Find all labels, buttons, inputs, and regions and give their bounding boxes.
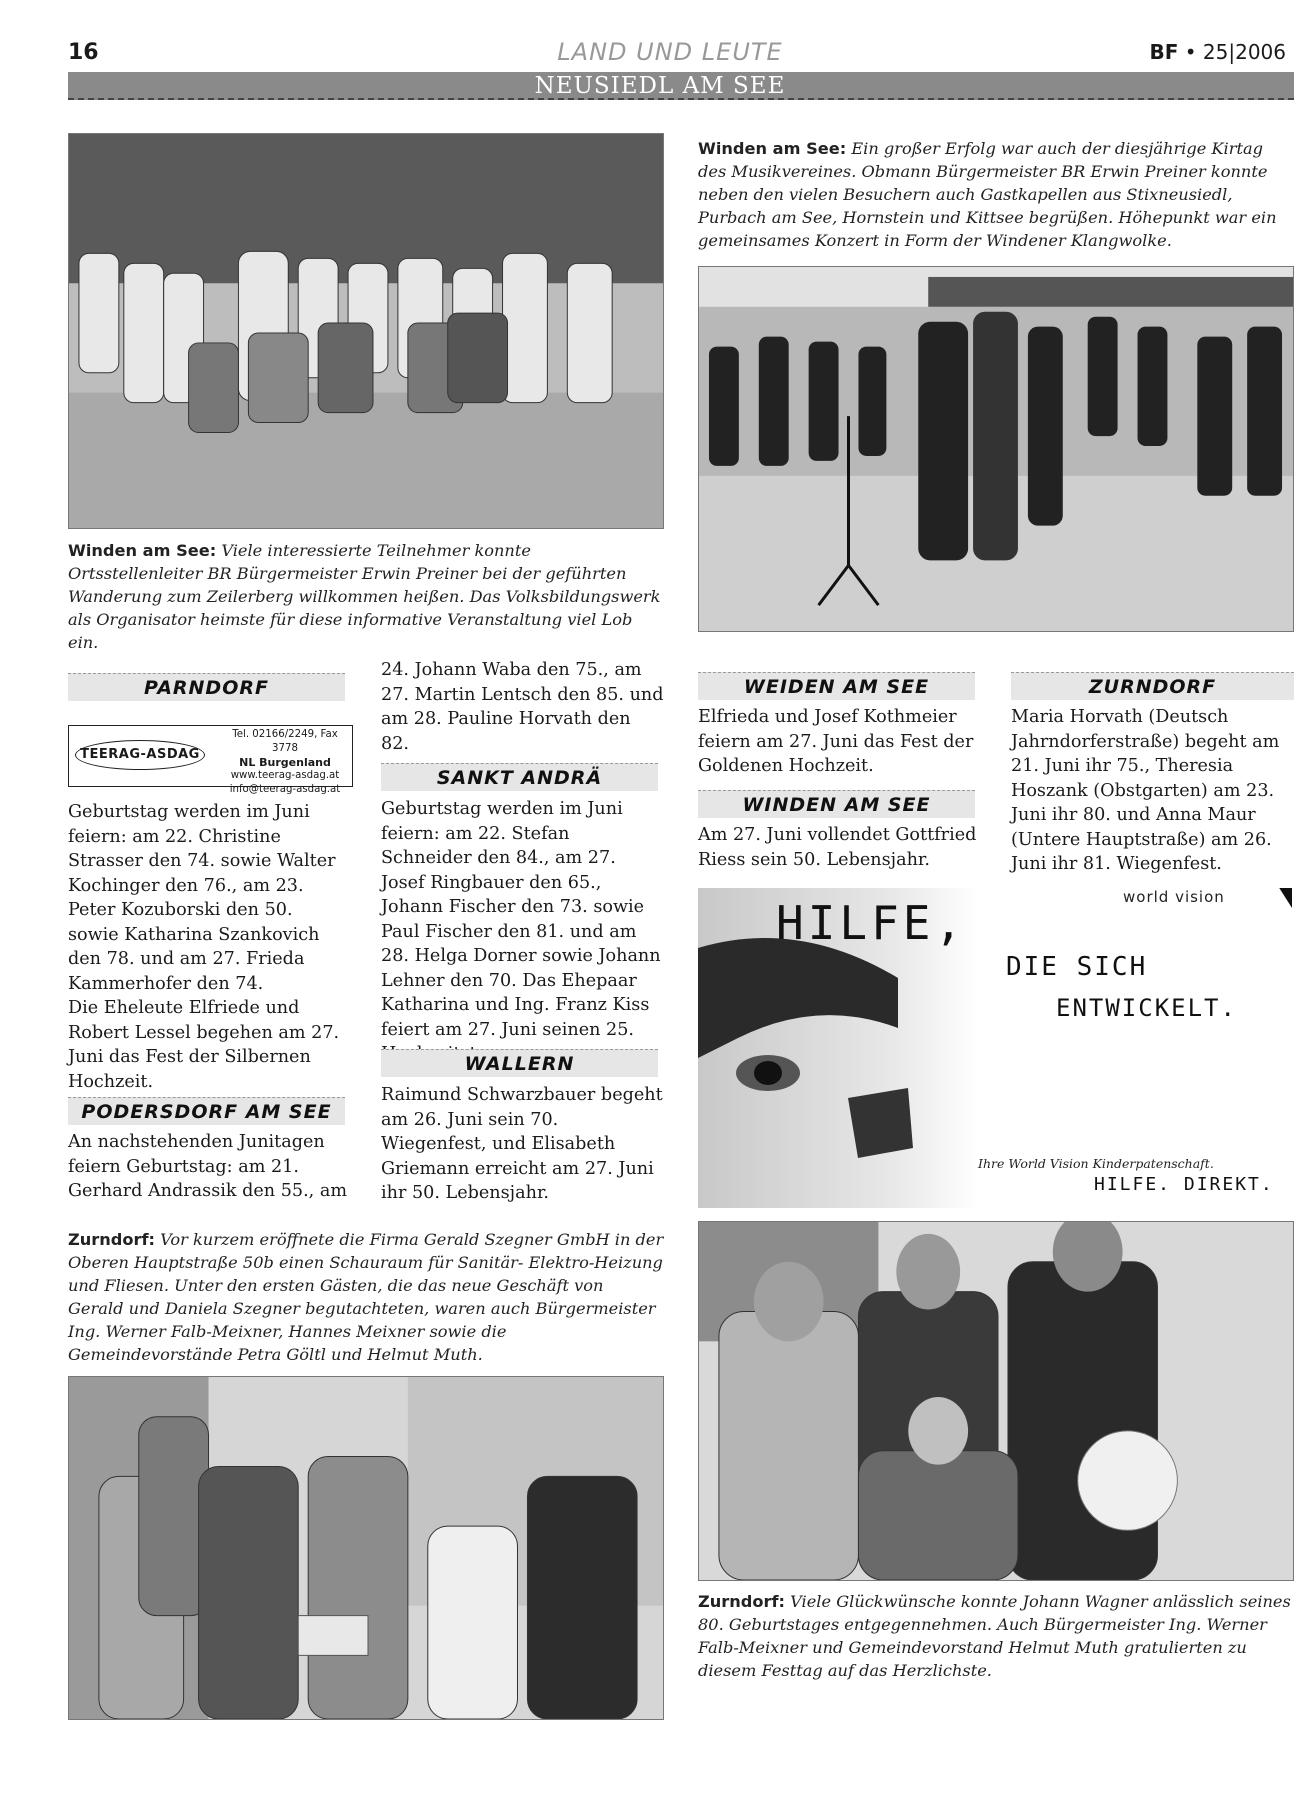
section-title: LAND UND LEUTE [557, 38, 783, 66]
column-weiden [698, 705, 983, 779]
caption-text: Viele interessierte Teilnehmer konnte Ortsstellenleiter BR Bürgermeister Erwin Preiner bei der geführten Wanderung zum Zeilerberg willkommen heißen. Das Volksbildungswerk als Organisator heimste für diese informative Veranstaltung viel Lob ein. [68, 541, 661, 652]
column-zurndorf [1011, 705, 1292, 877]
column-podersdorf-continued [381, 658, 664, 756]
ad-teerag-asdag [68, 725, 353, 796]
caption-text: Viele Glückwünsche konnte Johann Wagner anlässlich seines 80. Geburtstages entgegennehmen. Auch Bürgermeister Ing. Werner Falb-Meixner und Gemeindevorstand Helmut Muth gratulierten zu diesem Festtag auf das Herzlichste. [698, 1592, 1291, 1680]
winden-paragraph: Am 27. Juni vollendet Gottfried Riess sein 50. Lebensjahr. [698, 825, 977, 870]
parndorf-paragraph: Die Eheleute Elfriede und Robert Lessel begehen am 27. Juni das Fest der Silbernen Hochzeit. [68, 998, 340, 1092]
photo-wagner-birthday [698, 1221, 1294, 1581]
column-podersdorf [68, 1130, 348, 1204]
wallern-paragraph: Raimund Schwarzbauer begeht am 26. Juni sein 70. Wiegenfest, und Elisabeth Griemann erreicht am 27. Juni ihr 50. Lebensjahr. [381, 1085, 663, 1203]
caption-lead: Winden am See: [68, 541, 217, 560]
column-sankt-andrae [381, 797, 664, 1067]
ad-web: www.teerag-asdag.at [230, 770, 340, 782]
ad-info [219, 728, 351, 797]
caption-kirtag [698, 137, 1290, 252]
caption-text: Vor kurzem eröffnete die Firma Gerald Szegner GmbH in der Oberen Hauptstraße 50b einen Schauraum für Sanitär- Elektro-Heizung und Fliesen. Unter den ersten Gästen, die das neue Geschäft von Gerald und Daniela Szegner begutachteten, waren auch Bürgermeister Ing. Werner Falb-Meixner, Hannes Meixner sowie die Gemeindevorstände Petra Göltl und Helmut Muth. [68, 1230, 664, 1364]
caption-szegner [68, 1228, 664, 1366]
ad-logo: TEERAG-ASDAG [75, 740, 205, 770]
region-title: NEUSIEDL AM SEE [534, 73, 786, 99]
photo-music-band [698, 266, 1294, 632]
world-vision-headline: HILFE, [776, 896, 967, 950]
world-vision-arrow-icon [1278, 888, 1292, 908]
world-vision-brand: world vision [1123, 888, 1225, 906]
heading-winden: WINDEN AM SEE [698, 790, 975, 818]
sankt-andrae-paragraph: Geburtstag werden im Juni feiern: am 22. Stefan Schneider den 84., am 27. Josef Ringbauer den 65., Johann Fischer den 73. sowie Paul Fischer den 81. und am 28. Helga Dorner sowie Johann Lehner den 70. Das Ehepaar Katharina und Ing. Franz Kiss feiert am 27. Juni seinen 25. [381, 799, 661, 1040]
parndorf-paragraph: Geburtstag werden im Juni feiern: am 22. Christine Strasser den 74. sowie Walter Kochinger den 76., am 23. Peter Kozuborski den 50. sowie Katharina Szankovich den 78. und am 27. Frieda Kammerhofer den 74. [68, 802, 336, 994]
heading-podersdorf: PODERSDORF AM SEE [68, 1097, 345, 1125]
caption-wagner [698, 1590, 1294, 1682]
column-winden [698, 823, 983, 872]
caption-lead: Zurndorf: [68, 1230, 155, 1249]
caption-wanderung [68, 539, 664, 654]
zurndorf-paragraph: Maria Horvath (Deutsch Jahrndorferstraße) begeht am 21. Juni ihr 75., Theresia Hoszank (Obstgarten) am 23. Juni ihr 80. und Anna Maur (Untere Hauptstraße) am 26. Juni ihr 81. Wiegenfest. [1011, 707, 1280, 874]
heading-parndorf: PARNDORF [68, 673, 345, 701]
issue-info [1149, 40, 1286, 64]
world-vision-line3: ENTWICKELT. [1056, 994, 1237, 1022]
photo-hiking-group [68, 133, 664, 529]
caption-lead: Zurndorf: [698, 1592, 785, 1611]
issue-separator: • [1184, 40, 1197, 64]
world-vision-tagline: Ihre World Vision Kinderpatenschaft. [978, 1156, 1214, 1171]
issue-brand: BF [1149, 40, 1179, 64]
heading-zurndorf: ZURNDORF [1011, 672, 1294, 700]
issue-number: 25|2006 [1202, 40, 1286, 64]
ad-email: info@teerag-asdag.at [229, 784, 341, 796]
caption-text: Ein großer Erfolg war auch der diesjährige Kirtag des Musikvereines. Obmann Bürgermeister BR Erwin Preiner konnte neben den vielen Besuchern auch Gastkapellen aus Stixneusiedl, Purbach am See, Hornstein und Kittsee begrüßen. Höhepunkt war ein gemeinsames Konzert in Form der Windener Klangwolke. [698, 139, 1277, 250]
podersdorf-paragraph: An nachstehenden Junitagen feiern Geburtstag: am 21. Gerhard Andrassik den 55., am [68, 1132, 348, 1201]
heading-weiden: WEIDEN AM SEE [698, 672, 975, 700]
heading-wallern: WALLERN [381, 1049, 658, 1077]
ad-phone: Tel. 02166/2249, Fax 3778 [232, 729, 338, 754]
world-vision-line2: DIE SICH [1006, 952, 1148, 982]
page-number: 16 [68, 40, 99, 65]
heading-sankt-andrae: SANKT ANDRÄ [381, 763, 658, 791]
podersdorf-paragraph: 24. Johann Waba den 75., am 27. Martin Lentsch den 85. und am 28. Pauline Horvath den 82. [381, 660, 664, 754]
world-vision-direkt: HILFE. DIREKT. [1094, 1174, 1274, 1195]
ad-office: NL Burgenland [239, 755, 331, 769]
ad-world-vision [698, 888, 1294, 1208]
weiden-paragraph: Elfrieda und Josef Kothmeier feiern am 27. Juni das Fest der Goldenen Hochzeit. [698, 707, 974, 776]
caption-lead: Winden am See: [698, 139, 847, 158]
column-parndorf [68, 800, 348, 1094]
photo-szegner-opening [68, 1376, 664, 1720]
column-wallern [381, 1083, 664, 1206]
